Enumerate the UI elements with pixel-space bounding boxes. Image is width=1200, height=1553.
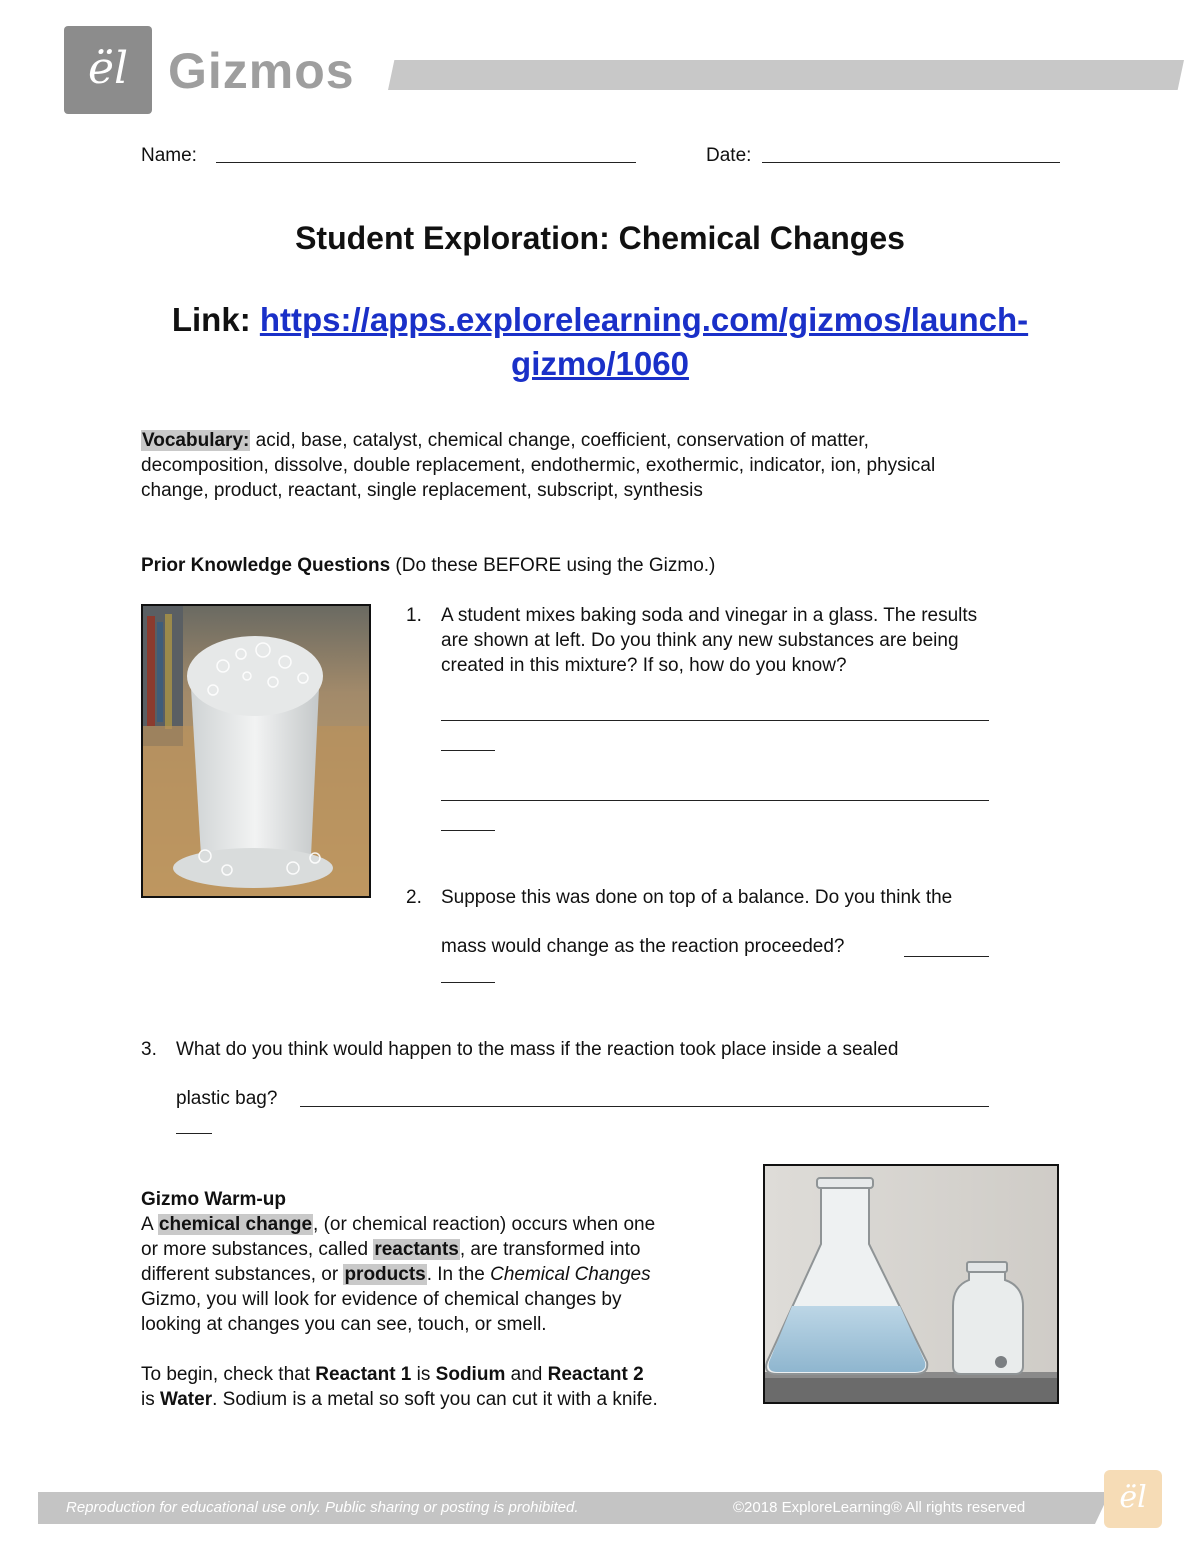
warmup-text: , are transformed into <box>459 1239 641 1260</box>
vocabulary-line3: change, product, reactant, single replacement, subscript, synthesis <box>141 480 703 501</box>
reactant-2-label: Reactant 2 <box>547 1364 644 1385</box>
foaming-glass-illustration <box>143 606 369 896</box>
term-chemical-change: chemical change <box>158 1214 313 1235</box>
vocabulary-line2: decomposition, dissolve, double replacement, endothermic, exothermic, indicator, ion, physical <box>141 455 936 476</box>
warmup-text: A <box>141 1214 158 1235</box>
footer-disclaimer: Reproduction for educational use only. Public sharing or posting is prohibited. <box>66 1499 579 1516</box>
gizmo-name: Chemical Changes <box>490 1264 651 1285</box>
link-label: Link: <box>171 301 251 338</box>
warmup-text: is <box>141 1389 160 1410</box>
vocabulary-line1: acid, base, catalyst, chemical change, coefficient, conservation of matter, <box>250 430 869 451</box>
warmup-text: is <box>411 1364 436 1385</box>
question-1-text <box>441 603 1081 678</box>
warmup-text: . Sodium is a metal so soft you can cut it with a knife. <box>212 1389 658 1410</box>
brand-title: Gizmos <box>168 43 355 99</box>
warmup-text: or more substances, called <box>141 1239 374 1260</box>
answer-line-3a[interactable] <box>300 1106 989 1107</box>
page-title: Student Exploration: Chemical Changes <box>295 220 905 256</box>
question-3-line1: What do you think would happen to the mass if the reaction took place inside a sealed <box>176 1039 899 1060</box>
question-3-number: 3. <box>141 1039 157 1060</box>
answer-line-1b[interactable] <box>441 750 495 751</box>
water-label: Water <box>160 1389 213 1410</box>
warmup-text: , (or chemical reaction) occurs when one <box>313 1214 656 1235</box>
name-field[interactable] <box>216 162 636 163</box>
term-products: products <box>344 1264 426 1285</box>
explorelearning-logo-icon: ël <box>87 43 129 94</box>
question-2-line1: Suppose this was done on top of a balance. Do you think the <box>441 887 953 908</box>
question-1-line2: are shown at left. Do you think any new substances are being <box>441 630 959 651</box>
answer-line-1c[interactable] <box>441 800 989 801</box>
flask-and-jar-image <box>763 1164 1059 1404</box>
warmup-text: and <box>505 1364 548 1385</box>
answer-line-1a[interactable] <box>441 720 989 721</box>
warmup-section <box>141 1187 741 1412</box>
reactant-1-label: Reactant 1 <box>315 1364 412 1385</box>
question-1-line1: A student mixes baking soda and vinegar in a glass. The results <box>441 605 978 626</box>
warmup-text: . In the <box>426 1264 491 1285</box>
answer-line-3b[interactable] <box>176 1133 212 1134</box>
question-1-number: 1. <box>406 605 422 626</box>
warmup-text: To begin, check that <box>141 1364 316 1385</box>
prior-knowledge-heading <box>141 553 715 578</box>
header-bar <box>388 60 1184 90</box>
question-1-line3: created in this mixture? If so, how do you know? <box>441 655 847 676</box>
warmup-text: looking at changes you can see, touch, or smell. <box>141 1314 547 1335</box>
date-label: Date: <box>706 145 752 166</box>
warmup-text: Gizmo, you will look for evidence of chemical changes by <box>141 1289 622 1310</box>
vocabulary-label: Vocabulary: <box>142 430 250 451</box>
foaming-glass-photo <box>141 604 371 898</box>
answer-line-2a[interactable] <box>904 956 989 957</box>
flask-jar-illustration <box>765 1166 1057 1402</box>
question-2-number: 2. <box>406 887 422 908</box>
gizmo-link-line2[interactable]: gizmo/1060 <box>511 345 689 382</box>
date-field[interactable] <box>762 162 1060 163</box>
name-label: Name: <box>141 145 197 166</box>
gizmo-link-line1[interactable]: https://apps.explorelearning.com/gizmos/launch- <box>259 301 1029 338</box>
answer-line-1d[interactable] <box>441 830 495 831</box>
sodium-label: Sodium <box>435 1364 506 1385</box>
gizmo-link-block <box>0 298 1200 386</box>
question-2-line2: mass would change as the reaction proceeded? <box>441 936 845 957</box>
prior-knowledge-title: Prior Knowledge Questions <box>141 555 391 576</box>
answer-line-2b[interactable] <box>441 982 495 983</box>
footer-copyright: ©2018 ExploreLearning® All rights reserved <box>733 1499 1026 1516</box>
footer-logo-icon: ël <box>1119 1480 1147 1515</box>
vocabulary-section <box>141 428 1081 503</box>
prior-knowledge-note: (Do these BEFORE using the Gizmo.) <box>390 555 716 576</box>
question-3-line2: plastic bag? <box>176 1088 278 1109</box>
warmup-text: different substances, or <box>141 1264 344 1285</box>
warmup-heading: Gizmo Warm-up <box>141 1189 286 1210</box>
term-reactants: reactants <box>374 1239 459 1260</box>
